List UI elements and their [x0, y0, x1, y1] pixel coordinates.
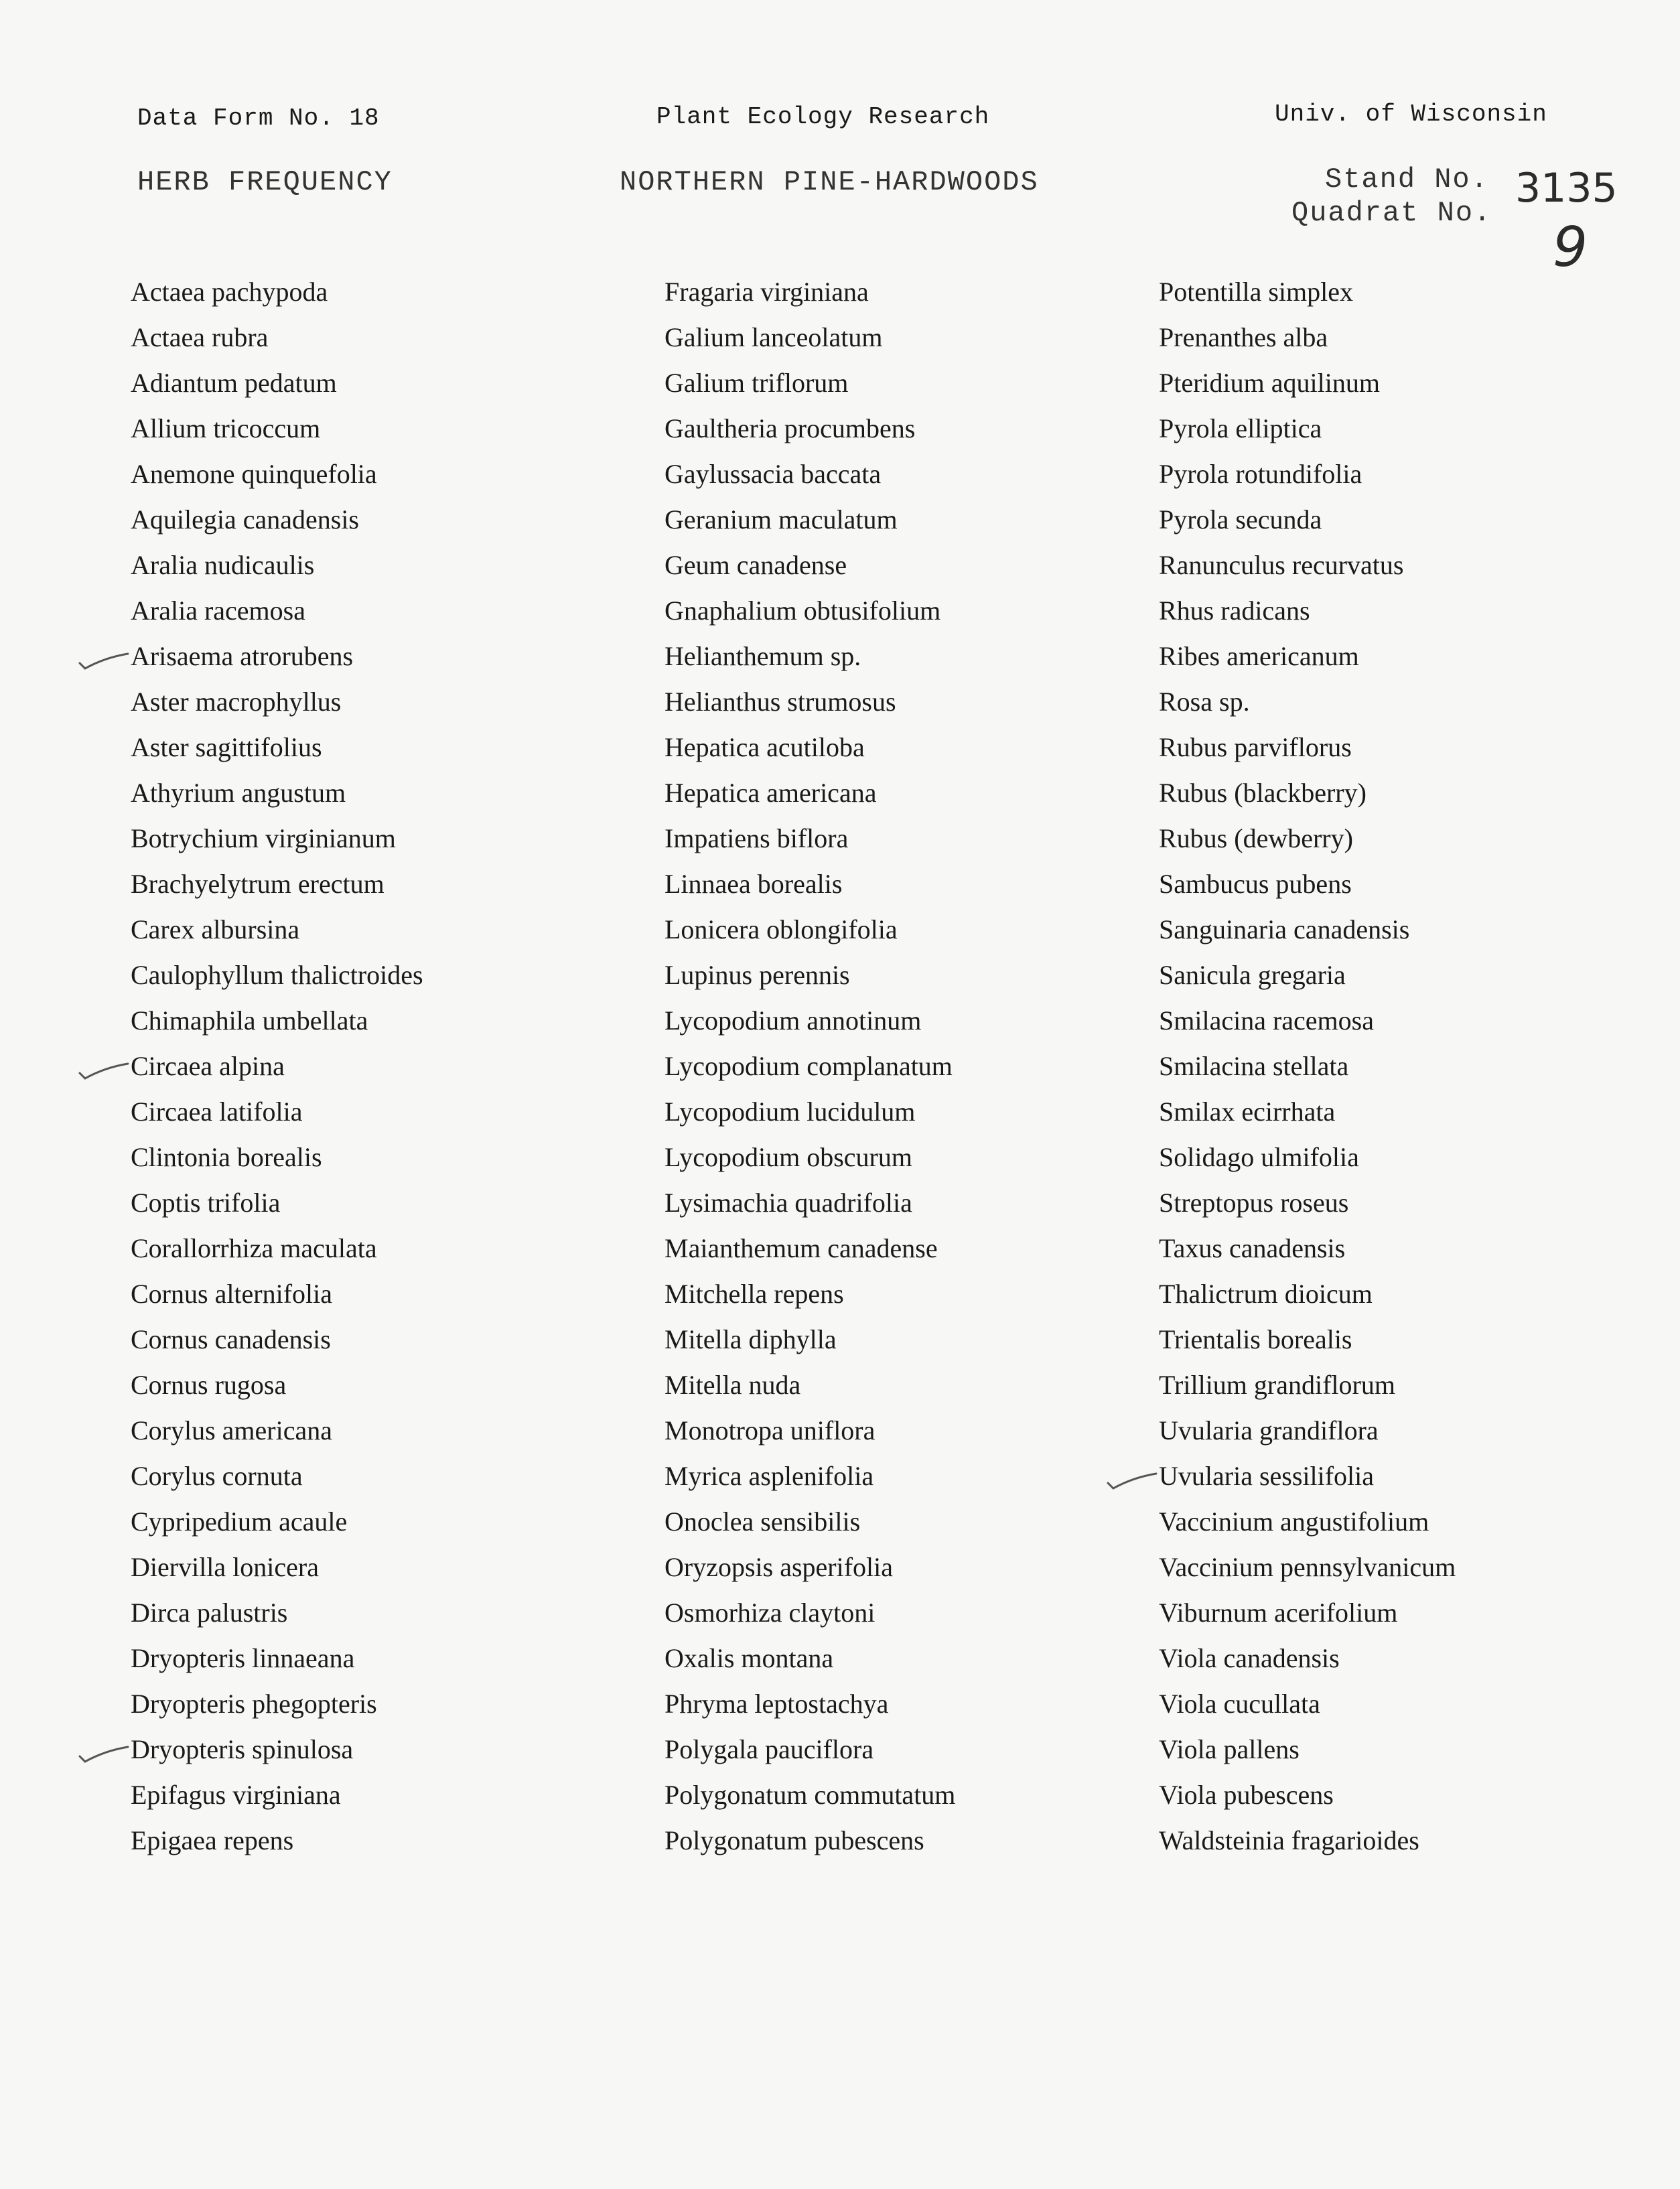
- species-item[interactable]: [131, 861, 423, 907]
- species-item[interactable]: [131, 1499, 423, 1545]
- species-item[interactable]: [664, 816, 955, 861]
- species-name: Helianthemum sp.: [664, 641, 861, 671]
- species-item[interactable]: [131, 1818, 423, 1863]
- species-item[interactable]: [1159, 1089, 1456, 1135]
- species-item[interactable]: [664, 1180, 955, 1226]
- species-item[interactable]: [131, 634, 423, 679]
- form-number: Data Form No. 18: [137, 104, 380, 132]
- species-item[interactable]: [664, 634, 955, 679]
- species-name: Onoclea sensibilis: [664, 1506, 861, 1537]
- species-item[interactable]: [1159, 451, 1456, 497]
- species-item[interactable]: [664, 1408, 955, 1454]
- species-column-3: [1159, 269, 1456, 1863]
- species-name: Viola pallens: [1159, 1734, 1300, 1764]
- species-name: Lupinus perennis: [664, 960, 850, 990]
- species-item[interactable]: [131, 1044, 423, 1089]
- species-name: Athyrium angustum: [131, 778, 346, 808]
- species-item[interactable]: [664, 1271, 955, 1317]
- species-item[interactable]: [1159, 315, 1456, 360]
- species-item[interactable]: [664, 907, 955, 952]
- species-item[interactable]: [131, 588, 423, 634]
- species-item[interactable]: [664, 269, 955, 315]
- species-name: Dryopteris spinulosa: [131, 1734, 354, 1764]
- species-item[interactable]: [131, 1772, 423, 1818]
- species-item[interactable]: [1159, 725, 1456, 770]
- species-item[interactable]: [1159, 1818, 1456, 1863]
- species-name: Gaylussacia baccata: [664, 459, 882, 489]
- species-name: Aralia racemosa: [131, 595, 305, 626]
- species-name: Diervilla lonicera: [131, 1552, 319, 1582]
- species-item[interactable]: [131, 1089, 423, 1135]
- species-item[interactable]: [131, 1408, 423, 1454]
- species-name: Oxalis montana: [664, 1643, 834, 1673]
- species-item[interactable]: [1159, 907, 1456, 952]
- species-item[interactable]: [1159, 952, 1456, 998]
- species-name: Sanicula gregaria: [1159, 960, 1346, 990]
- species-name: Botrychium virginianum: [131, 823, 396, 853]
- species-item[interactable]: [664, 1135, 955, 1180]
- species-name: Smilacina racemosa: [1159, 1005, 1374, 1036]
- species-name: Aster sagittifolius: [131, 732, 322, 762]
- species-name: Uvularia sessilifolia: [1159, 1461, 1375, 1491]
- check-mark-icon: [1105, 1470, 1158, 1490]
- species-item[interactable]: [664, 1089, 955, 1135]
- species-item[interactable]: [131, 315, 423, 360]
- species-column-1: [131, 269, 423, 1863]
- species-name: Dryopteris phegopteris: [131, 1689, 377, 1719]
- species-item[interactable]: [1159, 543, 1456, 588]
- species-item[interactable]: [131, 1226, 423, 1271]
- species-name: Polygonatum pubescens: [664, 1825, 924, 1855]
- species-item[interactable]: [1159, 1590, 1456, 1636]
- species-item[interactable]: [131, 269, 423, 315]
- species-item[interactable]: [1159, 1044, 1456, 1089]
- species-name: Arisaema atrorubens: [131, 641, 354, 671]
- species-name: Geum canadense: [664, 550, 847, 580]
- stand-number-handwritten: 3135: [1515, 165, 1618, 212]
- species-name: Rubus parviflorus: [1159, 732, 1352, 762]
- species-item[interactable]: [1159, 1636, 1456, 1681]
- species-name: Viola cucullata: [1159, 1689, 1320, 1719]
- species-item[interactable]: [1159, 1545, 1456, 1590]
- species-name: Dryopteris linnaeana: [131, 1643, 355, 1673]
- species-item[interactable]: [664, 1362, 955, 1408]
- species-name: Fragaria virginiana: [664, 277, 869, 307]
- university: Univ. of Wisconsin: [1275, 100, 1547, 128]
- check-mark-icon: [77, 650, 129, 670]
- species-item[interactable]: [664, 497, 955, 543]
- species-name: Myrica asplenifolia: [664, 1461, 874, 1491]
- species-name: Prenanthes alba: [1159, 322, 1328, 352]
- species-item[interactable]: [664, 1454, 955, 1499]
- species-name: Dirca palustris: [131, 1598, 288, 1628]
- species-item[interactable]: [664, 952, 955, 998]
- species-item[interactable]: [664, 588, 955, 634]
- species-name: Pyrola rotundifolia: [1159, 459, 1362, 489]
- species-item[interactable]: [664, 770, 955, 816]
- species-item[interactable]: [1159, 1180, 1456, 1226]
- species-name: Circaea latifolia: [131, 1097, 303, 1127]
- species-name: Pyrola secunda: [1159, 504, 1322, 535]
- species-name: Impatiens biflora: [664, 823, 849, 853]
- check-mark-icon: [77, 1743, 129, 1763]
- species-item[interactable]: [1159, 406, 1456, 451]
- species-item[interactable]: [1159, 1362, 1456, 1408]
- species-name: Actaea pachypoda: [131, 277, 328, 307]
- species-name: Carex albursina: [131, 914, 300, 944]
- species-item[interactable]: [131, 1545, 423, 1590]
- species-item[interactable]: [664, 315, 955, 360]
- stand-label: Stand No.: [1325, 163, 1489, 196]
- species-item[interactable]: [131, 1271, 423, 1317]
- species-name: Vaccinium pennsylvanicum: [1159, 1552, 1456, 1582]
- species-item[interactable]: [664, 1681, 955, 1727]
- species-item[interactable]: [131, 451, 423, 497]
- species-name: Cypripedium acaule: [131, 1506, 348, 1537]
- species-item[interactable]: [1159, 634, 1456, 679]
- species-name: Coptis trifolia: [131, 1188, 281, 1218]
- species-name: Sambucus pubens: [1159, 869, 1352, 899]
- species-item[interactable]: [131, 1590, 423, 1636]
- species-item[interactable]: [1159, 1226, 1456, 1271]
- species-item[interactable]: [1159, 1727, 1456, 1772]
- species-column-2: [664, 269, 955, 1863]
- species-item[interactable]: [1159, 1772, 1456, 1818]
- species-item[interactable]: [131, 907, 423, 952]
- species-item[interactable]: [664, 360, 955, 406]
- species-name: Solidago ulmifolia: [1159, 1142, 1359, 1172]
- species-item[interactable]: [1159, 998, 1456, 1044]
- species-item[interactable]: [664, 451, 955, 497]
- species-name: Ribes americanum: [1159, 641, 1359, 671]
- species-item[interactable]: [1159, 1499, 1456, 1545]
- species-item[interactable]: [1159, 1454, 1456, 1499]
- species-item[interactable]: [664, 1545, 955, 1590]
- species-name: Mitchella repens: [664, 1279, 844, 1309]
- species-item[interactable]: [131, 497, 423, 543]
- species-item[interactable]: [1159, 1271, 1456, 1317]
- species-name: Cornus rugosa: [131, 1370, 287, 1400]
- species-name: Hepatica acutiloba: [664, 732, 865, 762]
- species-name: Pyrola elliptica: [1159, 413, 1322, 443]
- species-name: Rubus (blackberry): [1159, 778, 1367, 808]
- species-name: Linnaea borealis: [664, 869, 843, 899]
- species-item[interactable]: [131, 1681, 423, 1727]
- species-name: Clintonia borealis: [131, 1142, 322, 1172]
- species-name: Uvularia grandiflora: [1159, 1415, 1379, 1445]
- species-name: Viburnum acerifolium: [1159, 1598, 1398, 1628]
- species-name: Lycopodium obscurum: [664, 1142, 912, 1172]
- species-item[interactable]: [664, 725, 955, 770]
- species-item[interactable]: [1159, 1681, 1456, 1727]
- species-item[interactable]: [131, 998, 423, 1044]
- form-title: HERB FREQUENCY: [137, 166, 393, 198]
- species-item[interactable]: [131, 770, 423, 816]
- species-item[interactable]: [664, 1636, 955, 1681]
- species-name: Maianthemum canadense: [664, 1233, 938, 1263]
- species-item[interactable]: [664, 1317, 955, 1362]
- species-name: Gaultheria procumbens: [664, 413, 916, 443]
- species-item[interactable]: [131, 360, 423, 406]
- species-item[interactable]: [131, 679, 423, 725]
- species-item[interactable]: [1159, 770, 1456, 816]
- species-name: Osmorhiza claytoni: [664, 1598, 876, 1628]
- species-item[interactable]: [664, 406, 955, 451]
- species-name: Vaccinium angustifolium: [1159, 1506, 1429, 1537]
- species-name: Mitella nuda: [664, 1370, 801, 1400]
- species-item[interactable]: [1159, 269, 1456, 315]
- species-name: Aster macrophyllus: [131, 687, 342, 717]
- species-name: Circaea alpina: [131, 1051, 285, 1081]
- species-name: Smilax ecirrhata: [1159, 1097, 1336, 1127]
- species-name: Polygonatum commutatum: [664, 1780, 956, 1810]
- species-name: Aralia nudicaulis: [131, 550, 315, 580]
- species-name: Lycopodium annotinum: [664, 1005, 922, 1036]
- species-item[interactable]: [664, 543, 955, 588]
- species-item[interactable]: [664, 861, 955, 907]
- species-name: Lycopodium lucidulum: [664, 1097, 916, 1127]
- species-item[interactable]: [1159, 679, 1456, 725]
- species-name: Actaea rubra: [131, 322, 269, 352]
- species-name: Corylus cornuta: [131, 1461, 303, 1491]
- species-item[interactable]: [1159, 497, 1456, 543]
- species-item[interactable]: [664, 998, 955, 1044]
- species-item[interactable]: [1159, 816, 1456, 861]
- species-name: Potentilla simplex: [1159, 277, 1353, 307]
- species-name: Chimaphila umbellata: [131, 1005, 368, 1036]
- species-name: Pteridium aquilinum: [1159, 368, 1380, 398]
- species-name: Monotropa uniflora: [664, 1415, 876, 1445]
- species-item[interactable]: [1159, 360, 1456, 406]
- check-mark-icon: [77, 1060, 129, 1080]
- species-name: Adiantum pedatum: [131, 368, 337, 398]
- species-name: Brachyelytrum erectum: [131, 869, 384, 899]
- species-name: Geranium maculatum: [664, 504, 898, 535]
- species-item[interactable]: [664, 1818, 955, 1863]
- species-name: Galium lanceolatum: [664, 322, 883, 352]
- species-name: Viola pubescens: [1159, 1780, 1334, 1810]
- species-name: Rosa sp.: [1159, 687, 1250, 717]
- species-name: Rubus (dewberry): [1159, 823, 1353, 853]
- species-item[interactable]: [131, 1362, 423, 1408]
- species-item[interactable]: [131, 1180, 423, 1226]
- species-name: Viola canadensis: [1159, 1643, 1340, 1673]
- species-name: Mitella diphylla: [664, 1324, 837, 1354]
- species-name: Caulophyllum thalictroides: [131, 960, 423, 990]
- species-name: Cornus alternifolia: [131, 1279, 333, 1309]
- species-name: Corylus americana: [131, 1415, 332, 1445]
- species-name: Allium tricoccum: [131, 413, 321, 443]
- species-name: Lysimachia quadrifolia: [664, 1188, 912, 1218]
- species-name: Trientalis borealis: [1159, 1324, 1352, 1354]
- species-item[interactable]: [664, 1727, 955, 1772]
- species-item[interactable]: [131, 1454, 423, 1499]
- species-item[interactable]: [131, 406, 423, 451]
- species-item[interactable]: [1159, 861, 1456, 907]
- species-name: Lycopodium complanatum: [664, 1051, 953, 1081]
- species-name: Epigaea repens: [131, 1825, 294, 1855]
- species-item[interactable]: [664, 1499, 955, 1545]
- species-name: Galium triflorum: [664, 368, 849, 398]
- species-name: Taxus canadensis: [1159, 1233, 1346, 1263]
- species-item[interactable]: [131, 1727, 423, 1772]
- species-name: Rhus radicans: [1159, 595, 1310, 626]
- species-item[interactable]: [131, 816, 423, 861]
- species-item[interactable]: [1159, 1135, 1456, 1180]
- species-name: Phryma leptostachya: [664, 1689, 889, 1719]
- species-name: Waldsteinia fragarioides: [1159, 1825, 1419, 1855]
- species-item[interactable]: [1159, 588, 1456, 634]
- species-item[interactable]: [664, 1226, 955, 1271]
- species-item[interactable]: [1159, 1317, 1456, 1362]
- species-item[interactable]: [131, 543, 423, 588]
- species-name: Corallorrhiza maculata: [131, 1233, 377, 1263]
- species-name: Cornus canadensis: [131, 1324, 331, 1354]
- species-name: Trillium grandiflorum: [1159, 1370, 1395, 1400]
- species-item[interactable]: [131, 725, 423, 770]
- species-name: Thalictrum dioicum: [1159, 1279, 1373, 1309]
- quadrat-label: Quadrat No.: [1291, 197, 1492, 229]
- species-name: Smilacina stellata: [1159, 1051, 1349, 1081]
- species-item[interactable]: [664, 679, 955, 725]
- quadrat-number-handwritten: 9: [1553, 216, 1588, 279]
- species-item[interactable]: [664, 1044, 955, 1089]
- species-name: Ranunculus recurvatus: [1159, 550, 1404, 580]
- species-item[interactable]: [664, 1772, 955, 1818]
- species-name: Oryzopsis asperifolia: [664, 1552, 894, 1582]
- species-name: Lonicera oblongifolia: [664, 914, 898, 944]
- species-item[interactable]: [131, 952, 423, 998]
- species-name: Epifagus virginiana: [131, 1780, 341, 1810]
- species-name: Gnaphalium obtusifolium: [664, 595, 941, 626]
- species-name: Sanguinaria canadensis: [1159, 914, 1410, 944]
- species-name: Hepatica americana: [664, 778, 877, 808]
- species-name: Polygala pauciflora: [664, 1734, 874, 1764]
- species-name: Anemone quinquefolia: [131, 459, 377, 489]
- organization: Plant Ecology Research: [656, 103, 990, 131]
- species-name: Streptopus roseus: [1159, 1188, 1349, 1218]
- species-name: Helianthus strumosus: [664, 687, 896, 717]
- community-title: NORTHERN PINE-HARDWOODS: [620, 166, 1039, 198]
- species-item[interactable]: [1159, 1408, 1456, 1454]
- species-item[interactable]: [131, 1317, 423, 1362]
- species-item[interactable]: [131, 1135, 423, 1180]
- species-name: Aquilegia canadensis: [131, 504, 359, 535]
- species-item[interactable]: [664, 1590, 955, 1636]
- species-item[interactable]: [131, 1636, 423, 1681]
